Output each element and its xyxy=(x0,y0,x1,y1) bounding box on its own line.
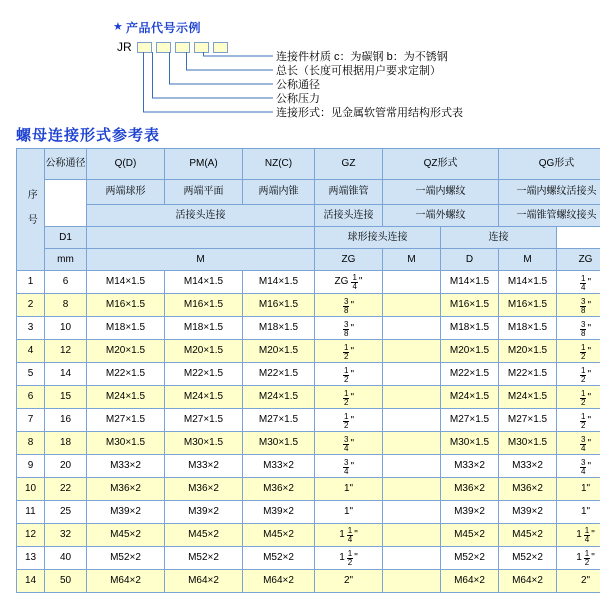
cell-qz-d: M24×1.5 xyxy=(441,386,499,409)
legend-item-length: 总长（长度可根据用户要求定制） xyxy=(276,64,463,78)
cell-pm: M36×2 xyxy=(165,478,243,501)
cell-qg-m: M30×1.5 xyxy=(499,432,557,455)
table-row xyxy=(17,409,600,432)
header-group-code-nz: NZ(C) xyxy=(243,149,315,180)
cell-qd: M16×1.5 xyxy=(87,294,165,317)
cell-pm: M14×1.5 xyxy=(165,271,243,294)
cell-qz-m xyxy=(383,478,441,501)
cell-pm: M33×2 xyxy=(165,455,243,478)
cell-qg-d: $\frac{3}{4}$ " xyxy=(557,455,600,478)
cell-dn: 22 xyxy=(45,478,87,501)
cell-gz: $\frac{3}{4}$ " xyxy=(315,455,383,478)
cell-seq: 13 xyxy=(17,547,45,570)
legend-item-connection-type: 连接形式：见金属软管常用结构形式表 xyxy=(276,106,463,120)
cell-dn: 10 xyxy=(45,317,87,340)
header-dn-unit: mm xyxy=(45,249,87,271)
cell-gz: $\frac{3}{8}$ " xyxy=(315,317,383,340)
cell-qz-d: M20×1.5 xyxy=(441,340,499,363)
header-group-code-gz: GZ xyxy=(315,149,383,180)
cell-seq: 9 xyxy=(17,455,45,478)
cell-qd: M18×1.5 xyxy=(87,317,165,340)
cell-qz-d: M45×2 xyxy=(441,524,499,547)
cell-nz: M24×1.5 xyxy=(243,386,315,409)
cell-seq: 6 xyxy=(17,386,45,409)
table-header-row-unit xyxy=(17,249,600,271)
cell-qg-d: 1" xyxy=(557,478,600,501)
table-header-row-code xyxy=(17,149,600,180)
cell-qg-d: 1 $\frac{1}{2}$ " xyxy=(557,547,600,570)
cell-nz: M33×2 xyxy=(243,455,315,478)
cell-pm: M27×1.5 xyxy=(165,409,243,432)
table-row xyxy=(17,340,600,363)
header-type-qg-outer: 一端锥管螺纹接头 xyxy=(499,205,600,227)
header-group-code-qd: Q(D) xyxy=(87,149,165,180)
cell-qg-m: M36×2 xyxy=(499,478,557,501)
cell-qz-m xyxy=(383,317,441,340)
header-type-gz: 两端锥管 xyxy=(315,180,383,205)
cell-gz: $\frac{3}{4}$ " xyxy=(315,432,383,455)
cell-qd: M36×2 xyxy=(87,478,165,501)
cell-qg-m: M18×1.5 xyxy=(499,317,557,340)
header-type-qd: 两端球形 xyxy=(87,180,165,205)
cell-qd: M24×1.5 xyxy=(87,386,165,409)
cell-nz: M27×1.5 xyxy=(243,409,315,432)
cell-pm: M30×1.5 xyxy=(165,432,243,455)
cell-gz: $\frac{1}{2}$ " xyxy=(315,386,383,409)
cell-qz-d: M64×2 xyxy=(441,570,499,593)
cell-qg-m: M14×1.5 xyxy=(499,271,557,294)
cell-qz-d: M33×2 xyxy=(441,455,499,478)
cell-qd: M30×1.5 xyxy=(87,432,165,455)
diagram-legend xyxy=(276,50,463,120)
cell-dn: 8 xyxy=(45,294,87,317)
cell-seq: 14 xyxy=(17,570,45,593)
cell-pm: M24×1.5 xyxy=(165,386,243,409)
cell-nz: M18×1.5 xyxy=(243,317,315,340)
cell-qz-m xyxy=(383,294,441,317)
cell-pm: M39×2 xyxy=(165,501,243,524)
legend-item-nominal-pressure: 公称压力 xyxy=(276,92,463,106)
product-code-diagram xyxy=(0,0,600,122)
cell-dn: 18 xyxy=(45,432,87,455)
header-type-qz-outer: 一端外螺纹 xyxy=(383,205,499,227)
cell-qd: M64×2 xyxy=(87,570,165,593)
cell-nz: M22×1.5 xyxy=(243,363,315,386)
header-group-code-qz: QZ形式 xyxy=(383,149,499,180)
cell-qd: M33×2 xyxy=(87,455,165,478)
cell-qz-m xyxy=(383,271,441,294)
cell-qz-m xyxy=(383,386,441,409)
cell-qd: M22×1.5 xyxy=(87,363,165,386)
cell-qz-m xyxy=(383,524,441,547)
header-group-code-qg: QG形式 xyxy=(499,149,600,180)
cell-qg-m: M16×1.5 xyxy=(499,294,557,317)
table-row xyxy=(17,294,600,317)
header-conn-qz: 球形接头连接 xyxy=(315,227,441,249)
cell-seq: 4 xyxy=(17,340,45,363)
cell-qz-m xyxy=(383,409,441,432)
cell-qg-m: M27×1.5 xyxy=(499,409,557,432)
cell-qz-d: M18×1.5 xyxy=(441,317,499,340)
cell-pm: M45×2 xyxy=(165,524,243,547)
cell-qz-m xyxy=(383,363,441,386)
cell-seq: 3 xyxy=(17,317,45,340)
cell-qg-d: 1 $\frac{1}{4}$ " xyxy=(557,524,600,547)
cell-seq: 7 xyxy=(17,409,45,432)
product-code-prefix: JR xyxy=(117,40,132,54)
legend-item-material: 连接件材质 c：为碳钢 b：为不锈钢 xyxy=(276,50,463,64)
cell-dn: 14 xyxy=(45,363,87,386)
cell-gz: $\frac{1}{2}$ " xyxy=(315,409,383,432)
cell-gz: $\frac{3}{8}$ " xyxy=(315,294,383,317)
cell-nz: M14×1.5 xyxy=(243,271,315,294)
cell-nz: M64×2 xyxy=(243,570,315,593)
cell-qg-m: M64×2 xyxy=(499,570,557,593)
cell-dn: 50 xyxy=(45,570,87,593)
cell-qg-m: M24×1.5 xyxy=(499,386,557,409)
cell-qz-m xyxy=(383,432,441,455)
table-header-row-dn-code xyxy=(17,227,600,249)
cell-nz: M39×2 xyxy=(243,501,315,524)
header-unit-m: M xyxy=(87,249,315,271)
cell-dn: 25 xyxy=(45,501,87,524)
cell-qz-m xyxy=(383,570,441,593)
cell-qg-m: M39×2 xyxy=(499,501,557,524)
cell-qd: M20×1.5 xyxy=(87,340,165,363)
table-row xyxy=(17,271,600,294)
diagram-title: 产品代号示例 xyxy=(126,19,201,36)
cell-qz-d: M16×1.5 xyxy=(441,294,499,317)
cell-nz: M45×2 xyxy=(243,524,315,547)
cell-qz-d: M27×1.5 xyxy=(441,409,499,432)
cell-qg-d: $\frac{3}{4}$ " xyxy=(557,432,600,455)
cell-pm: M52×2 xyxy=(165,547,243,570)
cell-seq: 2 xyxy=(17,294,45,317)
cell-qg-d: $\frac{3}{8}$ " xyxy=(557,294,600,317)
cell-seq: 8 xyxy=(17,432,45,455)
header-type-qz-inner: 一端内螺纹 xyxy=(383,180,499,205)
cell-qg-m: M33×2 xyxy=(499,455,557,478)
cell-dn: 32 xyxy=(45,524,87,547)
cell-qz-d: M22×1.5 xyxy=(441,363,499,386)
cell-pm: M22×1.5 xyxy=(165,363,243,386)
table-row xyxy=(17,478,600,501)
section-title: 螺母连接形式参考表 xyxy=(16,124,160,145)
table-row xyxy=(17,501,600,524)
cell-gz: ZG $\frac{1}{4}$ " xyxy=(315,271,383,294)
nut-connection-table xyxy=(16,148,600,593)
cell-qg-d: $\frac{1}{4}$ " xyxy=(557,271,600,294)
cell-nz: M20×1.5 xyxy=(243,340,315,363)
table-row xyxy=(17,386,600,409)
cell-dn: 40 xyxy=(45,547,87,570)
cell-qz-d: M14×1.5 xyxy=(441,271,499,294)
cell-seq: 5 xyxy=(17,363,45,386)
cell-qg-m: M20×1.5 xyxy=(499,340,557,363)
cell-qg-m: M45×2 xyxy=(499,524,557,547)
cell-dn: 20 xyxy=(45,455,87,478)
cell-qg-d: $\frac{1}{2}$ " xyxy=(557,340,600,363)
cell-qd: M39×2 xyxy=(87,501,165,524)
table-row xyxy=(17,363,600,386)
cell-seq: 1 xyxy=(17,271,45,294)
cell-nz: M16×1.5 xyxy=(243,294,315,317)
cell-gz: 1 $\frac{1}{2}$ " xyxy=(315,547,383,570)
cell-gz: 1 $\frac{1}{4}$ " xyxy=(315,524,383,547)
header-conn-qg: 连接 xyxy=(441,227,557,249)
cell-gz: 1" xyxy=(315,501,383,524)
cell-qg-d: $\frac{1}{2}$ " xyxy=(557,363,600,386)
header-conn-union: 活接头连接 xyxy=(87,205,315,227)
cell-pm: M18×1.5 xyxy=(165,317,243,340)
cell-qd: M45×2 xyxy=(87,524,165,547)
cell-dn: 15 xyxy=(45,386,87,409)
cell-gz: 1" xyxy=(315,478,383,501)
cell-qz-m xyxy=(383,455,441,478)
cell-seq: 12 xyxy=(17,524,45,547)
cell-qz-d: M30×1.5 xyxy=(441,432,499,455)
header-unit-qz-m: M xyxy=(383,249,441,271)
cell-gz: 2" xyxy=(315,570,383,593)
cell-gz: $\frac{1}{2}$ " xyxy=(315,340,383,363)
cell-qz-d: M52×2 xyxy=(441,547,499,570)
table-row xyxy=(17,455,600,478)
header-unit-qg-m: M xyxy=(499,249,557,271)
cell-qz-m xyxy=(383,340,441,363)
cell-gz: $\frac{1}{2}$ " xyxy=(315,363,383,386)
cell-nz: M36×2 xyxy=(243,478,315,501)
header-type-qg-inner: 一端内螺纹活接头 xyxy=(499,180,600,205)
cell-qz-m xyxy=(383,547,441,570)
header-unit-qz-d: D xyxy=(441,249,499,271)
cell-qz-m xyxy=(383,501,441,524)
cell-nz: M30×1.5 xyxy=(243,432,315,455)
table-row xyxy=(17,547,600,570)
cell-pm: M64×2 xyxy=(165,570,243,593)
header-conn-gz: 活接头连接 xyxy=(315,205,383,227)
table-header-row-type xyxy=(17,180,600,205)
header-dn-label: 公称通径 xyxy=(45,149,87,180)
cell-pm: M20×1.5 xyxy=(165,340,243,363)
cell-qg-m: M22×1.5 xyxy=(499,363,557,386)
cell-qd: M14×1.5 xyxy=(87,271,165,294)
cell-qg-d: $\frac{1}{2}$ " xyxy=(557,409,600,432)
cell-seq: 10 xyxy=(17,478,45,501)
cell-qz-d: M36×2 xyxy=(441,478,499,501)
cell-qz-d: M39×2 xyxy=(441,501,499,524)
cell-qg-d: $\frac{1}{2}$ " xyxy=(557,386,600,409)
header-type-pm: 两端平面 xyxy=(165,180,243,205)
legend-item-nominal-diameter: 公称通径 xyxy=(276,78,463,92)
cell-nz: M52×2 xyxy=(243,547,315,570)
cell-qg-m: M52×2 xyxy=(499,547,557,570)
header-seq: 序 号 xyxy=(17,149,45,271)
header-type-nz: 两端内锥 xyxy=(243,180,315,205)
table-row xyxy=(17,524,600,547)
header-blank-union xyxy=(87,227,315,249)
header-unit-qg-d: ZG xyxy=(557,249,600,271)
table-row xyxy=(17,317,600,340)
table-row xyxy=(17,570,600,593)
header-dn-code: D1 xyxy=(45,227,87,249)
cell-dn: 16 xyxy=(45,409,87,432)
cell-qg-d: 2" xyxy=(557,570,600,593)
header-unit-zg: ZG xyxy=(315,249,383,271)
cell-seq: 11 xyxy=(17,501,45,524)
cell-qd: M27×1.5 xyxy=(87,409,165,432)
table-header-row-conn xyxy=(17,205,600,227)
cell-qg-d: $\frac{3}{8}$ " xyxy=(557,317,600,340)
cell-dn: 6 xyxy=(45,271,87,294)
cell-qd: M52×2 xyxy=(87,547,165,570)
cell-pm: M16×1.5 xyxy=(165,294,243,317)
table-row xyxy=(17,432,600,455)
cell-dn: 12 xyxy=(45,340,87,363)
star-icon: ★ xyxy=(113,22,123,33)
header-group-code-pm: PM(A) xyxy=(165,149,243,180)
cell-qg-d: 1" xyxy=(557,501,600,524)
